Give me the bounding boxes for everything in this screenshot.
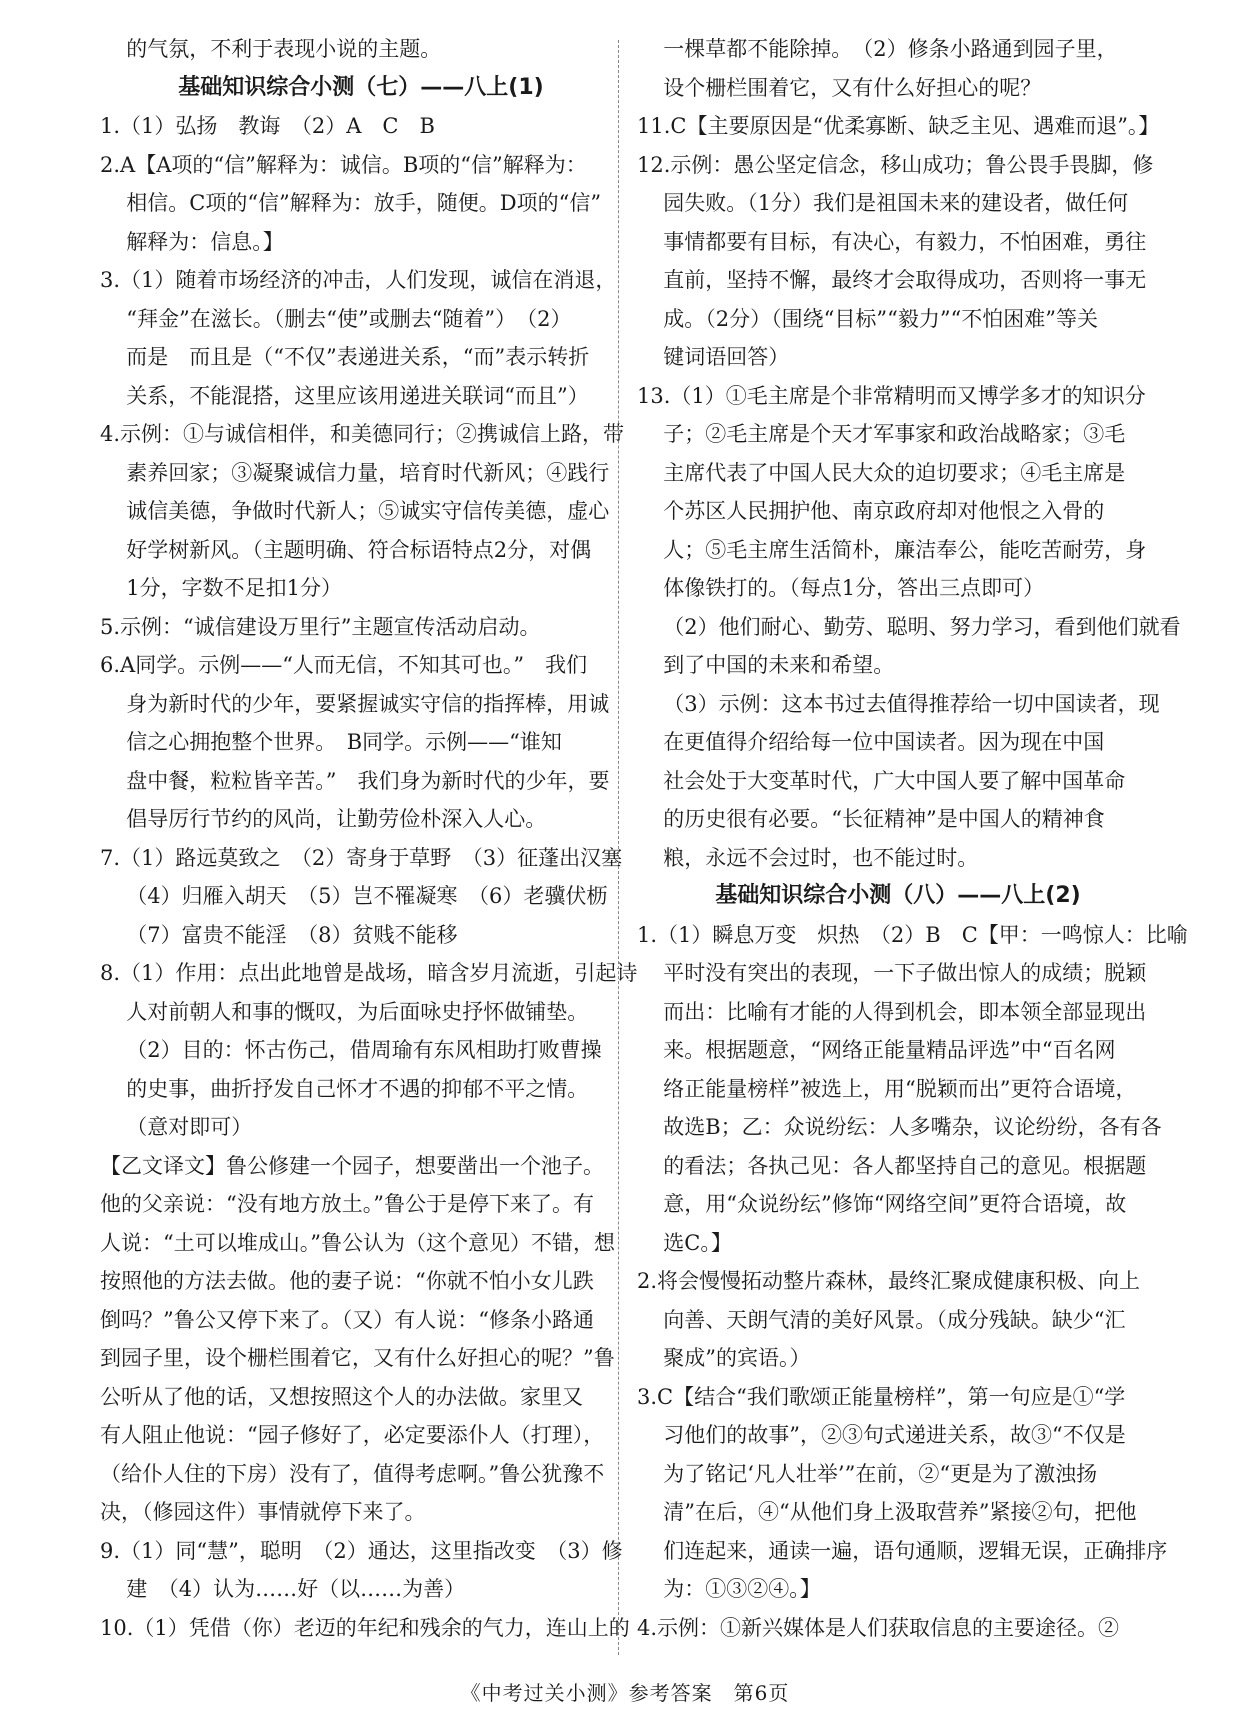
text-line: 平时没有突出的表现，一下子做出惊人的成绩；脱颖 (663, 961, 1147, 985)
section-heading: 基础知识综合小测（八）——八上(2) (715, 883, 1081, 908)
text-line: （2）他们耐心、勤劳、聪明、努力学习，看到他们就看 (663, 614, 1181, 639)
text-line: 8.（1）作用：点出此地曾是战场，暗含岁月流逝，引起诗 (100, 961, 638, 985)
text-line: 倒吗？”鲁公又停下来了。（又）有人说：“修条小路通 (100, 1307, 594, 1332)
text-line: 在更值得介绍给每一位中国读者。因为现在中国 (663, 730, 1105, 754)
text-line: 的气氛，不利于表现小说的主题。 (126, 37, 442, 61)
text-line: 为了铭记‘凡人壮举’”在前，②“更是为了激浊扬 (663, 1461, 1098, 1486)
text-line: 人对前朝人和事的慨叹，为后面咏史抒怀做铺垫。 (126, 999, 589, 1024)
text-line: 素养回家；③凝聚诚信力量，培育时代新风；④践行 (126, 460, 610, 485)
text-line: 络正能量榜样”被选上，用“脱颖而出”更符合语境， (663, 1076, 1137, 1101)
text-line: 体像铁打的。（每点1分，答出三点即可） (663, 576, 1045, 600)
text-line: 设个栅栏围着它，又有什么好担心的呢？ (663, 75, 1042, 100)
text-line: 1.（1）弘扬 教诲 （2）A C B (100, 114, 435, 138)
text-line: “拜金”在滋长。（删去“使”或删去“随着”） （2） (126, 306, 572, 331)
page-footer: 《中考过关小测》参考答案 第6页 (460, 1681, 790, 1705)
left-column (100, 30, 638, 1647)
text-line: 2.将会慢慢拓动整片森林，最终汇聚成健康积极、向上 (637, 1269, 1141, 1293)
text-line: 13.（1）①毛主席是个非常精明而又博学多才的知识分 (637, 383, 1146, 408)
text-line: 按照他的方法去做。他的妻子说：“你就不怕小女儿跌 (100, 1269, 594, 1293)
text-line: （给仆人住的下房）没有了，值得考虑啊。”鲁公犹豫不 (100, 1461, 605, 1486)
text-line: 7.（1）路远莫致之 （2）寄身于草野 （3）征蓬出汉塞 (100, 845, 623, 870)
text-line: 他的父亲说：“没有地方放土。”鲁公于是停下来了。有 (100, 1192, 594, 1216)
text-line: 9.（1）同“慧”，聪明 （2）通达，这里指改变 （3）修 (100, 1538, 623, 1563)
text-line: 5.示例：“诚信建设万里行”主题宣传活动启动。 (100, 614, 541, 639)
text-line: 键词语回答） (663, 345, 790, 369)
text-line: 子；②毛主席是个天才军事家和政治战略家；③毛 (663, 422, 1126, 446)
text-line: 主席代表了中国人民大众的迫切要求；④毛主席是 (663, 460, 1126, 485)
text-line: 12.示例：愚公坚定信念，移山成功；鲁公畏手畏脚，修 (637, 152, 1154, 177)
text-line: 好学树新风。（主题明确、符合标语特点2分，对偶 (126, 537, 592, 562)
text-line: 人说：“土可以堆成山。”鲁公认为（这个意见）不错，想 (100, 1230, 615, 1255)
text-line: 直前，坚持不懈，最终才会取得成功，否则将一事无 (663, 268, 1147, 292)
text-line: （意对即可） (126, 1115, 253, 1139)
text-line: （7）富贵不能淫 （8）贫贱不能移 (126, 922, 458, 947)
section-heading: 基础知识综合小测（七）——八上(1) (178, 74, 544, 100)
text-line: 信之心拥抱整个世界。 B同学。示例——“谁知 (126, 730, 562, 754)
text-line: 建 （4）认为……好（以……为善） (126, 1577, 466, 1601)
text-line: 的史事，曲折抒发自己怀才不遇的抑郁不平之情。 (126, 1076, 589, 1101)
text-line: 意，用“众说纷纭”修饰“网络空间”更符合语境，故 (663, 1192, 1127, 1216)
text-line: 决，（修园这件）事情就停下来了。 (100, 1500, 426, 1524)
text-line: 有人阻止他说：“园子修好了，必定要添仆人（打理）， (100, 1423, 605, 1447)
text-line: 2.A【A项的“信”解释为：诚信。B项的“信”解释为： (100, 152, 587, 177)
text-line: 到园子里，设个栅栏围着它，又有什么好担心的呢？”鲁 (100, 1346, 615, 1370)
text-line: 们连起来，通读一遍，语句通顺，逻辑无误，正确排序 (663, 1538, 1168, 1563)
text-line: 11.C【主要原因是“优柔寡断、缺乏主见、遇难而退”。】 (637, 114, 1160, 138)
text-line: 公听从了他的话，又想按照这个人的办法做。家里又 (100, 1384, 583, 1409)
column-divider (618, 40, 619, 1655)
text-line: 清”在后，④“从他们身上汲取营养”紧接②句，把他 (663, 1500, 1137, 1524)
text-line: 到了中国的未来和希望。 (663, 653, 895, 677)
text-line: 【乙文译文】鲁公修建一个园子，想要凿出一个池子。 (100, 1153, 604, 1178)
text-line: 一棵草都不能除掉。 （2）修条小路通到园子里， (663, 37, 1118, 61)
text-line: 3.C【结合“我们歌颂正能量榜样”，第一句应是①“学 (637, 1384, 1126, 1409)
text-line: 诚信美德，争做时代新人；⑤诚实守信传美德，虚心 (126, 499, 610, 523)
text-line: 来。根据题意，“网络正能量精品评选”中“百名网 (663, 1038, 1116, 1062)
text-line: 社会处于大变革时代，广大中国人要了解中国革命 (663, 768, 1126, 793)
text-line: 而是 而且是（“不仅”表递进关系，“而”表示转折 (126, 345, 590, 369)
text-line: 选C。】 (663, 1230, 732, 1255)
text-line: 6.A同学。示例——“人而无信，不知其可也。” 我们 (100, 653, 588, 677)
text-line: 倡导厉行节约的风尚，让勤劳俭朴深入人心。 (126, 807, 547, 831)
text-line: 解释为：信息。】 (126, 229, 284, 254)
text-line: 粮，永远不会过时，也不能过时。 (663, 845, 979, 870)
text-line: 4.示例：①新兴媒体是人们获取信息的主要途径。② (637, 1615, 1120, 1640)
text-line: （3）示例：这本书过去值得推荐给一切中国读者，现 (663, 691, 1160, 716)
text-line: 盘中餐，粒粒皆辛苦。” 我们身为新时代的少年，要 (126, 768, 610, 793)
text-line: 相信。C项的“信”解释为：放手，随便。D项的“信” (126, 191, 602, 215)
text-line: 的历史很有必要。“长征精神”是中国人的精神食 (663, 807, 1105, 831)
text-line: 10.（1）凭借（你）老迈的年纪和残余的气力，连山上的 (100, 1615, 630, 1640)
text-line: 事情都要有目标，有决心，有毅力，不怕困难，勇往 (663, 229, 1147, 254)
text-line: （2）目的：怀古伤己，借周瑜有东风相助打败曹操 (126, 1038, 602, 1062)
text-line: 4.示例：①与诚信相伴，和美德同行；②携诚信上路，带 (100, 422, 625, 446)
text-line: 聚成”的宾语。） (663, 1346, 811, 1370)
text-line: 1.（1）瞬息万变 炽热 （2）B C【甲：一鸣惊人：比喻 (637, 922, 1188, 947)
text-line: 的看法；各执己见：各人都坚持自己的意见。根据题 (663, 1153, 1147, 1178)
text-line: 为：①③②④。】 (663, 1577, 821, 1601)
text-line: 向善、天朗气清的美好风景。（成分残缺。缺少“汇 (663, 1307, 1126, 1332)
text-line: 故选B；乙：众说纷纭：人多嘴杂，议论纷纷，各有各 (663, 1115, 1162, 1139)
text-line: （4）归雁入胡天 （5）岂不罹凝寒 （6）老骥伏枥 (126, 884, 608, 908)
text-line: 关系，不能混搭，这里应该用递进关联词“而且”） (126, 383, 589, 408)
right-column (637, 30, 1188, 1647)
text-line: 1分，字数不足扣1分） (126, 576, 342, 600)
text-line: 而出：比喻有才能的人得到机会，即本领全部显现出 (663, 999, 1147, 1024)
text-line: 园失败。（1分）我们是祖国未来的建设者，做任何 (663, 191, 1129, 215)
text-line: 身为新时代的少年，要紧握诚实守信的指挥棒，用诚 (126, 691, 610, 716)
text-line: 成。（2分）（围绕“目标”“毅力”“不怕困难”等关 (663, 306, 1099, 331)
text-line: 人；⑤毛主席生活简朴，廉洁奉公，能吃苦耐劳，身 (663, 537, 1147, 562)
text-line: 3.（1）随着市场经济的冲击，人们发现，诚信在消退， (100, 268, 617, 292)
text-line: 习他们的故事”，②③句式递进关系，故③“不仅是 (663, 1423, 1126, 1447)
text-line: 个苏区人民拥护他、南京政府却对他恨之入骨的 (663, 499, 1105, 523)
